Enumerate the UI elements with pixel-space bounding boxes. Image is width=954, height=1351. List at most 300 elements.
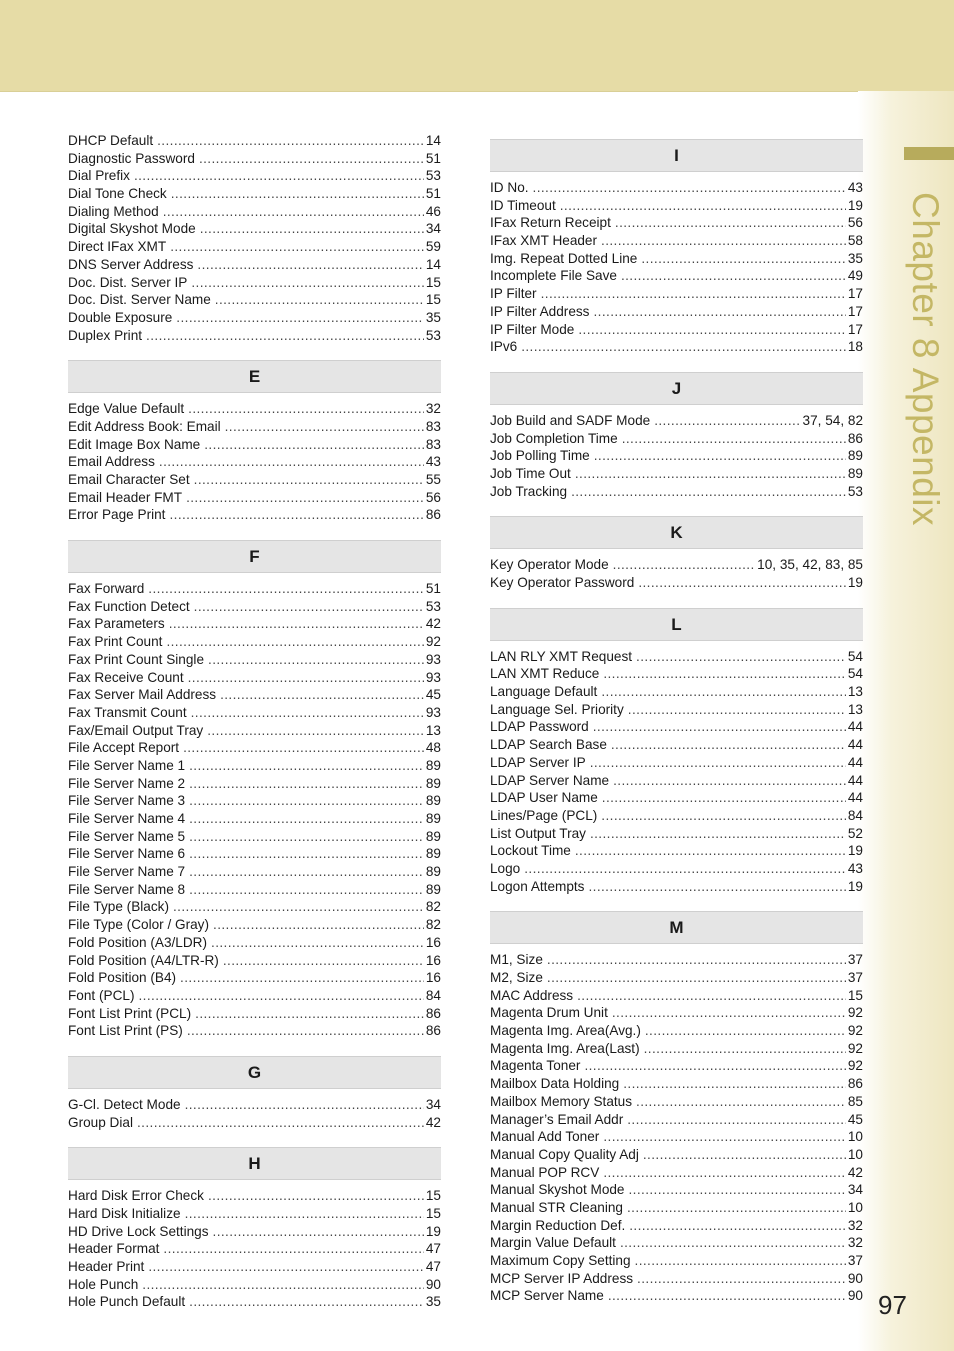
dot-leader [173, 898, 424, 916]
dot-leader [189, 881, 424, 899]
dot-leader [547, 951, 846, 969]
index-term: Digital Skyshot Mode [68, 221, 196, 237]
index-term: Mailbox Data Holding [490, 1076, 620, 1092]
index-term: Manual STR Cleaning [490, 1199, 623, 1215]
dot-leader [613, 556, 756, 574]
dot-leader [189, 757, 424, 775]
dot-leader [575, 465, 846, 483]
index-page-ref: 92 [847, 1040, 863, 1056]
index-page-ref: 13 [847, 701, 863, 717]
index-term: IPv6 [490, 339, 518, 355]
index-term: Error Page Print [68, 507, 166, 523]
index-term: IP Filter [490, 286, 537, 302]
dot-leader [601, 807, 846, 825]
index-term: Manager’s Email Addr [490, 1111, 624, 1127]
dot-leader [204, 436, 424, 454]
index-term: Fax Print Count [68, 634, 163, 650]
index-page-ref: 83 [425, 418, 441, 434]
index-page-ref: 17 [847, 286, 863, 302]
index-term: Header Print [68, 1259, 145, 1275]
index-term: IP Filter Mode [490, 321, 575, 337]
index-entry [490, 860, 863, 878]
index-entry [68, 934, 441, 952]
index-page-ref: 85 [847, 1093, 863, 1109]
dot-leader [189, 810, 424, 828]
index-term: Dial Tone Check [68, 186, 167, 202]
chapter-title [900, 192, 950, 592]
index-entry [490, 754, 863, 772]
index-page-ref: 86 [847, 1076, 863, 1092]
dot-leader [187, 1022, 424, 1040]
index-term: Job Time Out [490, 465, 571, 481]
dot-leader [223, 952, 424, 970]
dot-leader [213, 916, 424, 934]
index-entry [68, 256, 441, 274]
dot-leader [524, 860, 846, 878]
dot-leader [643, 1146, 846, 1164]
index-term: LDAP Server Name [490, 772, 610, 788]
dot-leader [635, 1252, 846, 1270]
index-term: G-Cl. Detect Mode [68, 1096, 181, 1112]
index-page-ref: 19 [425, 1223, 441, 1239]
index-term: Fax Forward [68, 581, 145, 597]
dot-leader [613, 772, 846, 790]
dot-leader [148, 580, 424, 598]
dot-leader [560, 197, 846, 215]
dot-leader [533, 179, 846, 197]
index-entry [68, 633, 441, 651]
index-entry [490, 772, 863, 790]
index-term: Hard Disk Initialize [68, 1206, 181, 1221]
index-page-ref: 46 [425, 203, 441, 219]
index-term: Duplex Print [68, 327, 143, 343]
section-header-k: K [490, 516, 863, 549]
dot-leader [571, 483, 846, 501]
dot-leader [645, 1022, 846, 1040]
index-page-ref: 55 [425, 472, 441, 487]
index-term: Magenta Toner [490, 1058, 581, 1074]
dot-leader [575, 842, 846, 860]
index-entry [68, 722, 441, 740]
index-term: Margin Value Default [490, 1235, 616, 1251]
index-term: HD Drive Lock Settings [68, 1223, 209, 1239]
index-page-ref: 89 [425, 846, 441, 862]
index-page-ref: 44 [847, 772, 863, 788]
index-term: Font (PCL) [68, 987, 135, 1003]
dot-leader [208, 1187, 424, 1205]
index-term: Doc. Dist. Server IP [68, 274, 188, 290]
dot-leader [157, 132, 424, 150]
index-page-ref: 90 [425, 1276, 441, 1292]
index-term: Lockout Time [490, 843, 571, 859]
dot-leader [654, 412, 800, 430]
index-term: M2, Size [490, 970, 543, 985]
index-entry [490, 465, 863, 483]
index-page-ref: 44 [847, 790, 863, 806]
index-entry [68, 686, 441, 704]
dot-leader [601, 232, 846, 250]
dot-leader [636, 1093, 846, 1111]
dot-leader [191, 704, 424, 722]
section-header-h: H [68, 1147, 441, 1180]
index-entry [68, 309, 441, 327]
index-page-ref: 47 [425, 1259, 441, 1275]
index-page-ref: 90 [847, 1288, 863, 1304]
dot-leader [608, 1287, 846, 1305]
index-page-ref: 84 [847, 807, 863, 823]
index-page-ref: 52 [847, 825, 863, 841]
index-entry [68, 1258, 441, 1276]
dot-leader [138, 987, 423, 1005]
index-term: LAN RLY XMT Request [490, 648, 633, 664]
index-page-ref: 37 [847, 952, 863, 968]
index-term: File Server Name 6 [68, 846, 186, 862]
index-entry [68, 580, 441, 598]
index-page-ref: 89 [425, 828, 441, 844]
index-entry [68, 471, 441, 489]
dot-leader [225, 418, 424, 436]
index-term: Font List Print (PS) [68, 1023, 183, 1039]
dot-leader [590, 754, 846, 772]
index-term: Mailbox Memory Status [490, 1093, 633, 1109]
index-entry [68, 453, 441, 471]
index-page-ref: 35 [425, 1294, 441, 1310]
index-term: IFax XMT Header [490, 233, 598, 249]
index-term: Logon Attempts [490, 878, 585, 894]
index-term: File Server Name 8 [68, 881, 186, 897]
index-page-ref: 82 [425, 899, 441, 915]
index-entry [68, 1223, 441, 1241]
section-header-g: G [68, 1056, 441, 1089]
index-page-ref: 54 [847, 648, 863, 664]
index-entry [490, 1004, 863, 1022]
dot-leader [641, 250, 846, 268]
dot-leader [199, 150, 424, 168]
index-column-right [490, 132, 863, 1305]
index-entry [68, 898, 441, 916]
index-page-ref: 34 [847, 1182, 863, 1198]
index-term: IP Filter Address [490, 303, 590, 319]
index-page-ref: 92 [847, 1005, 863, 1021]
dot-leader [208, 651, 424, 669]
index-page-ref: 59 [425, 239, 441, 255]
index-page-ref: 34 [425, 1096, 441, 1112]
index-entry [68, 167, 441, 185]
index-page-ref: 84 [425, 987, 441, 1003]
index-entry [490, 825, 863, 843]
index-term: Fax Receive Count [68, 669, 184, 685]
index-term: Fax Function Detect [68, 598, 190, 614]
index-term: File Server Name 4 [68, 811, 186, 826]
index-page-ref: 92 [847, 1058, 863, 1074]
dot-leader [620, 1234, 846, 1252]
index-term: Manual POP RCV [490, 1164, 600, 1180]
index-entry [68, 327, 441, 345]
index-entry [68, 969, 441, 987]
dot-leader [189, 775, 424, 793]
dot-leader [603, 1164, 846, 1182]
index-term: Incomplete File Save [490, 268, 617, 284]
index-entry [490, 338, 863, 356]
dot-leader [163, 203, 424, 221]
dot-leader [213, 1223, 424, 1241]
dot-leader [185, 1205, 424, 1223]
index-term: Img. Repeat Dotted Line [490, 250, 638, 266]
index-page-ref: 43 [847, 180, 863, 195]
dot-leader [169, 506, 423, 524]
index-page-ref: 16 [425, 934, 441, 950]
index-entry [68, 291, 441, 309]
index-entry [68, 810, 441, 828]
index-term: Dial Prefix [68, 168, 130, 184]
index-entry [68, 1096, 441, 1114]
dot-leader [593, 303, 845, 321]
dot-leader [594, 447, 846, 465]
index-page-ref: 56 [847, 215, 863, 231]
index-term: Manual Skyshot Mode [490, 1182, 625, 1198]
dot-leader [148, 1258, 424, 1276]
index-page-ref: 89 [847, 448, 863, 464]
index-term: File Server Name 2 [68, 775, 186, 791]
index-entry [490, 1111, 863, 1129]
dot-leader [601, 683, 846, 701]
dot-leader [170, 238, 424, 256]
index-entry [68, 615, 441, 633]
index-term: Magenta Drum Unit [490, 1005, 608, 1021]
index-entry [68, 792, 441, 810]
section-header-f: F [68, 540, 441, 573]
dot-leader [188, 400, 424, 418]
index-page-ref: 48 [425, 740, 441, 756]
index-term: Margin Reduction Def. [490, 1217, 626, 1233]
index-entry [490, 574, 863, 592]
index-page-ref: 37 [847, 1253, 863, 1268]
index-page-ref: 42 [847, 1164, 863, 1180]
dot-leader [621, 267, 846, 285]
dot-leader [163, 1240, 423, 1258]
index-entry [490, 1075, 863, 1093]
dot-leader [584, 1057, 845, 1075]
index-term: MCP Server Name [490, 1288, 604, 1304]
index-entry [68, 863, 441, 881]
index-term: Manual Copy Quality Adj [490, 1146, 639, 1162]
dot-leader [593, 718, 846, 736]
index-term: Hole Punch [68, 1276, 139, 1292]
index-entry [68, 220, 441, 238]
index-entry [490, 683, 863, 701]
index-entry [490, 1287, 863, 1305]
index-term: Fax Parameters [68, 616, 165, 632]
index-term: Fax/Email Output Tray [68, 722, 204, 738]
index-entry [490, 1057, 863, 1075]
dot-leader [215, 291, 424, 309]
index-term: Dialing Method [68, 203, 159, 219]
top-header-band [0, 0, 954, 92]
index-term: Fold Position (A3/LDR) [68, 934, 208, 950]
index-page-ref: 83 [425, 436, 441, 452]
index-page-ref: 92 [425, 634, 441, 650]
dot-leader [189, 845, 424, 863]
index-term: File Server Name 5 [68, 828, 186, 844]
index-entry [68, 1205, 441, 1223]
index-entry [68, 845, 441, 863]
index-page-ref: 15 [425, 1206, 441, 1221]
index-entry [490, 556, 863, 574]
index-entry [490, 736, 863, 754]
index-page-ref: 89 [425, 881, 441, 897]
index-term: Fold Position (A4/LTR-R) [68, 952, 219, 968]
index-term: File Server Name 7 [68, 864, 186, 880]
index-entry [490, 1199, 863, 1217]
index-page-ref: 43 [425, 454, 441, 470]
index-entry [490, 250, 863, 268]
index-entry [68, 775, 441, 793]
index-entry [490, 483, 863, 501]
index-page-ref: 19 [847, 197, 863, 213]
index-page-ref: 42 [425, 616, 441, 632]
index-entry [68, 1022, 441, 1040]
index-term: DHCP Default [68, 133, 154, 148]
index-entry [68, 238, 441, 256]
index-page-ref: 10, 35, 42, 83, 85 [757, 557, 863, 573]
index-entry [490, 1164, 863, 1182]
dot-leader [638, 574, 846, 592]
dot-leader [578, 321, 846, 339]
dot-leader [200, 220, 424, 238]
index-term: Edge Value Default [68, 401, 185, 417]
index-page-ref: 54 [847, 666, 863, 682]
index-term: Font List Print (PCL) [68, 1005, 192, 1021]
index-term: Language Default [490, 684, 598, 700]
index-page-ref: 34 [425, 221, 441, 237]
index-column-left [68, 132, 441, 1311]
index-term: Email Header FMT [68, 489, 183, 505]
index-term: File Server Name 3 [68, 793, 186, 809]
dot-leader [603, 1128, 846, 1146]
index-term: Fold Position (B4) [68, 970, 177, 986]
index-term: Language Sel. Priority [490, 701, 624, 717]
index-entry [490, 232, 863, 250]
index-term: Magenta Img. Area(Last) [490, 1040, 640, 1056]
index-entry [490, 789, 863, 807]
index-term: Doc. Dist. Server Name [68, 292, 211, 308]
index-term: File Server Name 1 [68, 757, 186, 773]
index-page-ref: 10 [847, 1146, 863, 1162]
index-entry [68, 418, 441, 436]
index-page-ref: 92 [847, 1023, 863, 1039]
dot-leader [623, 1075, 846, 1093]
index-entry [68, 881, 441, 899]
dot-leader [612, 1004, 846, 1022]
index-page-ref: 89 [425, 775, 441, 791]
dot-leader [166, 633, 423, 651]
index-entry [490, 878, 863, 896]
index-page-ref: 86 [425, 1023, 441, 1039]
chapter-tab-marker [904, 147, 954, 160]
index-term: Fax Print Count Single [68, 651, 205, 667]
index-term: Email Character Set [68, 472, 190, 487]
index-page-ref: 45 [847, 1111, 863, 1127]
dot-leader [180, 969, 424, 987]
dot-leader [628, 701, 846, 719]
index-entry [68, 274, 441, 292]
index-term: File Type (Color / Gray) [68, 917, 210, 933]
index-entry [490, 1252, 863, 1270]
index-page-ref: 15 [425, 292, 441, 308]
index-entry [68, 150, 441, 168]
index-page-ref: 32 [847, 1217, 863, 1233]
index-entry [68, 1005, 441, 1023]
index-term: Hole Punch Default [68, 1294, 186, 1310]
index-entry [68, 436, 441, 454]
index-entry [490, 1270, 863, 1288]
index-page-ref: 82 [425, 917, 441, 933]
dot-leader [627, 1111, 846, 1129]
index-entry [68, 1293, 441, 1311]
index-entry [68, 489, 441, 507]
index-page-ref: 37, 54, 82 [802, 412, 863, 428]
index-page-ref: 93 [425, 704, 441, 720]
index-entry [68, 598, 441, 616]
index-page-ref: 86 [425, 507, 441, 523]
index-page-ref: 17 [847, 321, 863, 337]
index-page-ref: 10 [847, 1199, 863, 1215]
index-term: Job Tracking [490, 483, 568, 499]
index-entry [490, 285, 863, 303]
dot-leader [590, 825, 846, 843]
index-entry [490, 951, 863, 969]
index-page-ref: 56 [425, 489, 441, 505]
index-page-ref: 35 [847, 250, 863, 266]
index-page-ref: 53 [425, 168, 441, 184]
index-page-ref: 18 [847, 339, 863, 355]
index-page-ref: 58 [847, 233, 863, 249]
index-term: IFax Return Receipt [490, 215, 611, 231]
section-header-l: L [490, 608, 863, 641]
dot-leader [588, 878, 845, 896]
dot-leader [195, 1005, 424, 1023]
dot-leader [176, 309, 424, 327]
index-entry [68, 916, 441, 934]
index-page-ref: 19 [847, 843, 863, 859]
dot-leader [186, 489, 424, 507]
index-entry [68, 828, 441, 846]
index-entry [68, 704, 441, 722]
dot-leader [194, 471, 424, 489]
index-term: Fax Transmit Count [68, 704, 187, 720]
index-page-ref: 16 [425, 952, 441, 968]
index-entry [490, 1181, 863, 1199]
index-page-ref: 51 [425, 150, 441, 166]
dot-leader [142, 1276, 424, 1294]
index-entry [490, 969, 863, 987]
index-term: Hard Disk Error Check [68, 1188, 204, 1204]
index-page-ref: 32 [847, 1235, 863, 1251]
dot-leader [183, 739, 424, 757]
dot-leader [629, 1181, 846, 1199]
index-term: Manual Add Toner [490, 1129, 600, 1145]
index-page-ref: 51 [425, 581, 441, 597]
index-entry [68, 987, 441, 1005]
index-term: Key Operator Password [490, 575, 635, 590]
dot-leader [197, 256, 423, 274]
index-term: Logo [490, 860, 521, 876]
index-page-ref: 93 [425, 669, 441, 685]
dot-leader [188, 669, 424, 687]
index-term: MCP Server IP Address [490, 1270, 634, 1286]
index-term: Email Address [68, 454, 155, 470]
index-term: ID Timeout [490, 197, 556, 213]
